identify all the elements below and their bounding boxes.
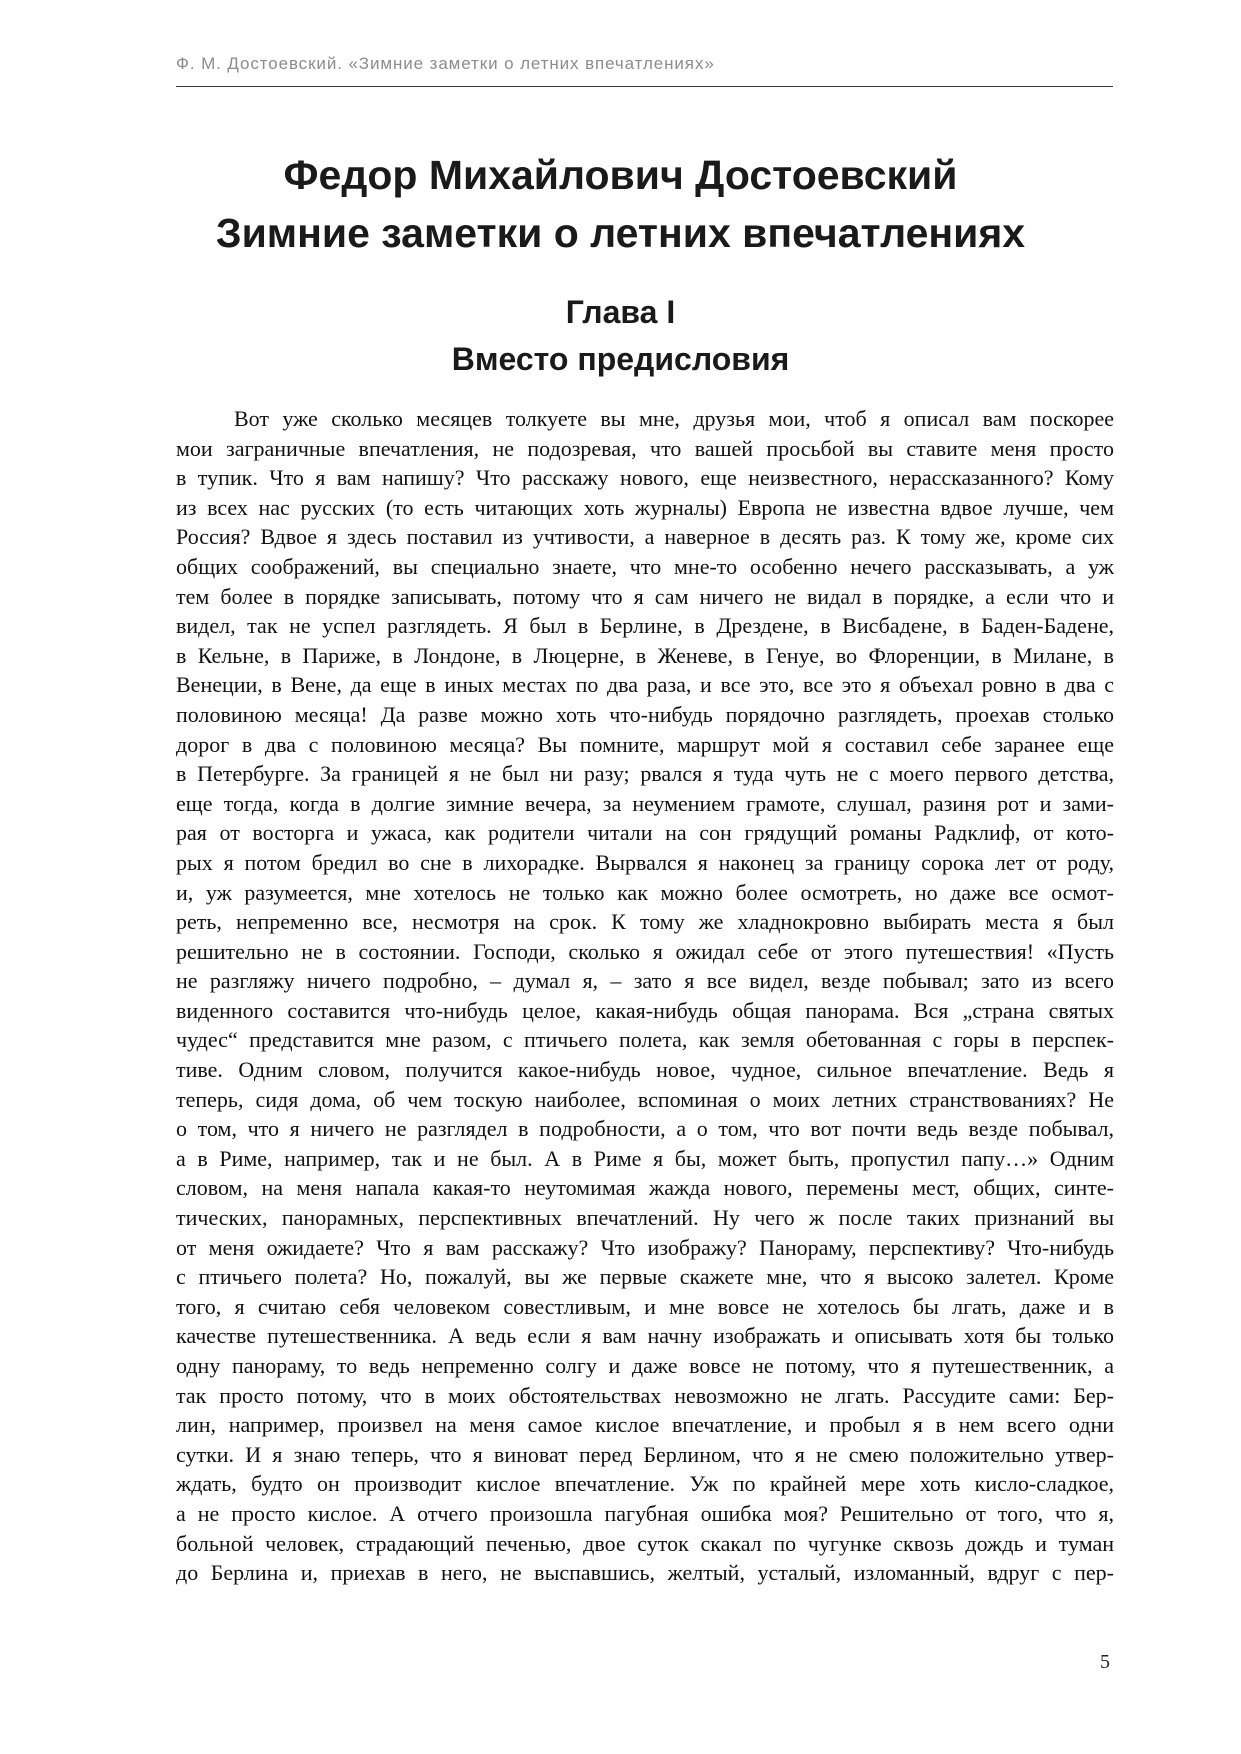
text-line: с птичьего полета? Но, пожалуй, вы же первые скажете мне, что я высоко залетел. Кроме: [176, 1264, 1114, 1290]
book-title: [0, 146, 1241, 262]
text-line: еще тогда, когда в долгие зимние вечера, за неумением грамоте, слушал, разиня рот и зами-: [176, 790, 1114, 816]
text-line: от меня ожидаете? Что я вам расскажу? Что изображу? Панораму, перспективу? Что-нибудь: [176, 1234, 1114, 1260]
text-line: Россия? Вдвое я здесь поставил из учтивости, а наверное в десять раз. К тому же, кроме сих: [176, 524, 1114, 550]
text-line: чудес“ представится мне разом, с птичьего полета, как земля обетованная с горы в перспек-: [176, 1027, 1114, 1053]
chapter-heading: [0, 289, 1241, 383]
text-line: в Кельне, в Париже, в Лондоне, в Люцерне, в Женеве, в Генуе, во Флоренции, в Милане, в: [176, 642, 1114, 668]
text-line: больной человек, страдающий печенью, двое суток скакал по чугунке сквозь дождь и туман: [176, 1530, 1114, 1556]
text-line: в Петербурге. За границей я не был ни разу; рвался я туда чуть не с моего первого детства,: [176, 761, 1114, 787]
chapter-number: Глава I: [565, 294, 676, 330]
text-line: рая от восторга и ужаса, как родители читали на сон грядущий романы Радклиф, от кото-: [176, 820, 1114, 846]
text-line: тем более в порядке записывать, потому что я сам ничего не видал в порядке, а если что и: [176, 583, 1114, 609]
text-line: тиве. Одним словом, получится какое-нибудь новое, чудное, сильное впечатление. Ведь я: [176, 1057, 1114, 1083]
text-line: Венеции, в Вене, да еще в иных местах по два раза, и все это, все это я объехал ровно в два с: [176, 672, 1114, 698]
body-text: [176, 404, 1114, 1588]
text-line: а не просто кислое. А отчего произошла пагубная ошибка моя? Решительно от того, что я,: [176, 1500, 1114, 1526]
header-rule: [176, 86, 1113, 87]
work-title: Зимние заметки о летних впечатлениях: [215, 210, 1026, 256]
text-line: а в Риме, например, так и не был. А в Риме я бы, может быть, пропустил папу…» Одним: [176, 1145, 1114, 1171]
text-line: виденного составится что-нибудь целое, какая-нибудь общая панорама. Вся „страна святых: [176, 997, 1114, 1023]
text-line: из всех нас русских (то есть читающих хоть журналы) Европа не известна вдвое лучше, чем: [176, 494, 1114, 520]
author-name: Федор Михайлович Достоевский: [283, 152, 958, 198]
text-line: и, уж разумеется, мне хотелось не только как можно более осмотреть, но даже все осмот-: [176, 879, 1114, 905]
text-line: рых я потом бредил во сне в лихорадке. Вырвался я наконец за границу сорока лет от роду,: [176, 849, 1114, 875]
text-line: так просто потому, что в моих обстоятельствах невозможно не лгать. Рассудите сами: Бер-: [176, 1382, 1114, 1408]
chapter-name: Вместо предисловия: [451, 341, 790, 377]
text-line: в тупик. Что я вам напишу? Что расскажу нового, еще неизвестного, нерассказанного? Кому: [176, 465, 1114, 491]
text-line: одну панораму, то ведь непременно солгу и даже вовсе не потому, что я путешественник, а: [176, 1353, 1114, 1378]
text-line: общих соображений, вы специально знаете, что мне-то особенно нечего рассказывать, а уж: [176, 553, 1114, 579]
text-line: сутки. И я знаю теперь, что я виноват перед Берлином, что я не смею положительно утвер-: [176, 1441, 1114, 1467]
text-line: Вот уже сколько месяцев толкуете вы мне, друзья мои, чтоб я описал вам поскорее: [234, 406, 1114, 431]
text-line: до Берлина и, приехав в него, не выспавшись, желтый, усталый, изломанный, вдруг с пер-: [176, 1560, 1114, 1586]
running-header: Ф. М. Достоевский. «Зимние заметки о летних впечатлениях»: [176, 54, 715, 73]
text-line: ждать, будто он производит кислое впечатление. Уж по крайней мере хоть кисло-сладкое,: [176, 1471, 1114, 1497]
text-line: половиною месяца! Да разве можно хоть что-нибудь порядочно разглядеть, проехав столько: [176, 701, 1114, 727]
text-line: видел, так не успел разглядеть. Я был в Берлине, в Дрездене, в Висбадене, в Баден-Бадене,: [176, 613, 1114, 639]
text-line: того, я считаю себя человеком совестливым, и мне вовсе не хотелось бы лгать, даже и в: [176, 1293, 1114, 1319]
text-line: о том, что я ничего не разглядел в подробности, а о том, что вот почти ведь везде побывал,: [176, 1116, 1114, 1142]
text-line: словом, на меня напала какая-то неутомимая жажда нового, перемены мест, общих, синте-: [176, 1175, 1114, 1201]
text-line: дорог в два с половиною месяца? Вы помните, маршрут мой я составил себе заранее еще: [176, 731, 1114, 757]
text-line: решительно не в состоянии. Господи, сколько я ожидал себе от этого путешествия! «Пусть: [176, 938, 1114, 964]
text-line: не разгляжу ничего подробно, – думал я, – зато я все видел, везде побывал; зато из всего: [176, 968, 1114, 994]
text-line: мои заграничные впечатления, не подозревая, что вашей просьбой вы ставите меня просто: [176, 435, 1114, 461]
text-line: тических, панорамных, перспективных впечатлений. Ну чего ж после таких признаний вы: [176, 1205, 1114, 1231]
text-line: реть, непременно все, несмотря на срок. К тому же хладнокровно выбирать места я был: [176, 909, 1114, 935]
text-line: теперь, сидя дома, об чем тоскую наиболее, вспоминая о моих летних странствованиях? Не: [176, 1086, 1114, 1112]
text-line: качестве путешественника. А ведь если я вам начну изображать и описывать хотя бы только: [176, 1323, 1114, 1349]
page-number: 5: [1100, 1651, 1110, 1673]
text-line: лин, например, произвел на меня самое кислое впечатление, и пробыл я в нем всего одни: [176, 1412, 1114, 1438]
